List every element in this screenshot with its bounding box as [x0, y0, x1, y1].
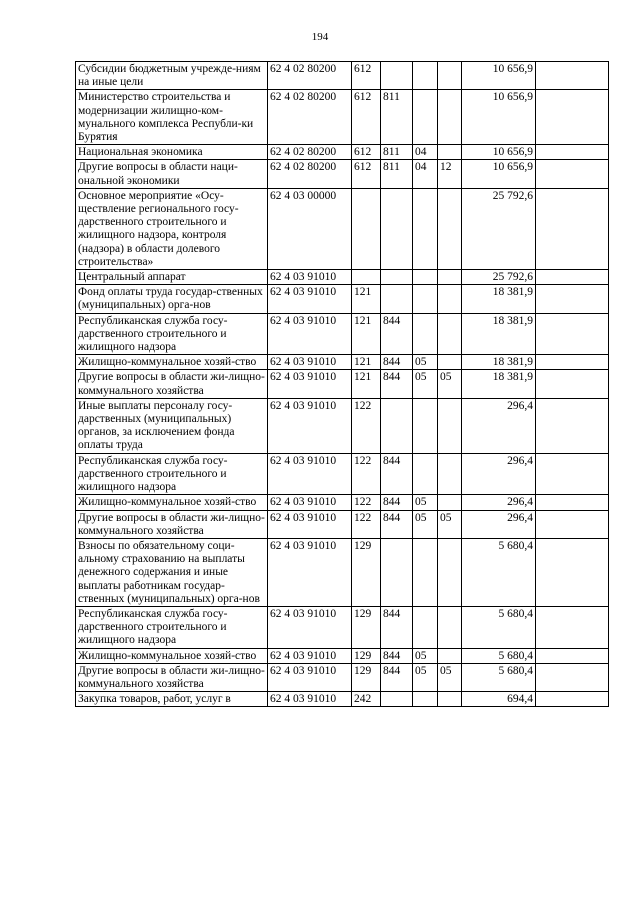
target-article-cell: 62 4 03 91010	[268, 313, 352, 355]
expense-type-cell: 612	[352, 62, 381, 90]
target-article-cell: 62 4 02 80200	[268, 90, 352, 145]
empty-cell	[536, 398, 609, 453]
table-row	[76, 160, 609, 188]
amount-cell: 25 792,6	[462, 270, 536, 285]
expense-name-cell: Субсидии бюджетным учрежде-ниям на иные цели	[76, 62, 268, 90]
table-row	[76, 648, 609, 663]
subsection-code-cell: 05	[438, 663, 462, 691]
amount-cell: 694,4	[462, 692, 536, 707]
section-code-cell	[413, 398, 438, 453]
section-code-cell: 04	[413, 145, 438, 160]
subsection-code-cell	[438, 145, 462, 160]
subsection-code-cell	[438, 606, 462, 648]
target-article-cell: 62 4 03 91010	[268, 453, 352, 495]
table-row	[76, 370, 609, 398]
amount-cell: 10 656,9	[462, 145, 536, 160]
expense-type-cell: 121	[352, 313, 381, 355]
subsection-code-cell	[438, 285, 462, 313]
ministry-code-cell	[381, 538, 413, 606]
expense-type-cell: 129	[352, 606, 381, 648]
table-row	[76, 285, 609, 313]
ministry-code-cell: 811	[381, 160, 413, 188]
subsection-code-cell	[438, 692, 462, 707]
subsection-code-cell: 05	[438, 370, 462, 398]
ministry-code-cell: 844	[381, 606, 413, 648]
empty-cell	[536, 663, 609, 691]
amount-cell: 5 680,4	[462, 663, 536, 691]
target-article-cell: 62 4 03 91010	[268, 692, 352, 707]
expense-name-cell: Республиканская служба госу-дарственного строительного и жилищного надзора	[76, 453, 268, 495]
empty-cell	[536, 90, 609, 145]
target-article-cell: 62 4 02 80200	[268, 62, 352, 90]
expense-name-cell: Центральный аппарат	[76, 270, 268, 285]
section-code-cell	[413, 62, 438, 90]
target-article-cell: 62 4 03 91010	[268, 663, 352, 691]
table-row	[76, 538, 609, 606]
target-article-cell: 62 4 03 91010	[268, 510, 352, 538]
ministry-code-cell: 844	[381, 370, 413, 398]
expense-name-cell: Министерство строительства и модернизации жилищно-ком-мунального комплекса Республи-ки Бурятия	[76, 90, 268, 145]
expense-name-cell: Основное мероприятие «Осу-ществление регионального госу-дарственного строительного и жилищного надзора, контроля (надзора) в области долевого строительства»	[76, 188, 268, 269]
empty-cell	[536, 62, 609, 90]
subsection-code-cell	[438, 62, 462, 90]
expense-type-cell	[352, 270, 381, 285]
section-code-cell	[413, 285, 438, 313]
empty-cell	[536, 692, 609, 707]
ministry-code-cell: 844	[381, 648, 413, 663]
ministry-code-cell: 844	[381, 355, 413, 370]
ministry-code-cell	[381, 270, 413, 285]
amount-cell: 10 656,9	[462, 90, 536, 145]
expense-type-cell: 129	[352, 663, 381, 691]
expense-name-cell: Другие вопросы в области жи-лищно-коммунального хозяйства	[76, 663, 268, 691]
amount-cell: 10 656,9	[462, 160, 536, 188]
expense-name-cell: Другие вопросы в области наци-ональной экономики	[76, 160, 268, 188]
expense-name-cell: Закупка товаров, работ, услуг в	[76, 692, 268, 707]
expense-name-cell: Взносы по обязательному соци-альному страхованию на выплаты денежного содержания и иные выплаты работникам государ-ственных (муниципальных) орга-нов	[76, 538, 268, 606]
ministry-code-cell: 844	[381, 495, 413, 510]
empty-cell	[536, 606, 609, 648]
amount-cell: 18 381,9	[462, 355, 536, 370]
section-code-cell: 05	[413, 370, 438, 398]
ministry-code-cell	[381, 285, 413, 313]
expense-type-cell	[352, 188, 381, 269]
section-code-cell	[413, 606, 438, 648]
subsection-code-cell	[438, 355, 462, 370]
ministry-code-cell: 844	[381, 510, 413, 538]
empty-cell	[536, 160, 609, 188]
expense-name-cell: Иные выплаты персоналу госу-дарственных (муниципальных) органов, за исключением фонда оплаты труда	[76, 398, 268, 453]
amount-cell: 296,4	[462, 510, 536, 538]
amount-cell: 25 792,6	[462, 188, 536, 269]
subsection-code-cell: 12	[438, 160, 462, 188]
ministry-code-cell: 811	[381, 145, 413, 160]
expense-name-cell: Национальная экономика	[76, 145, 268, 160]
subsection-code-cell	[438, 90, 462, 145]
table-row	[76, 398, 609, 453]
section-code-cell: 05	[413, 510, 438, 538]
amount-cell: 296,4	[462, 453, 536, 495]
expense-type-cell: 612	[352, 145, 381, 160]
ministry-code-cell	[381, 188, 413, 269]
empty-cell	[536, 355, 609, 370]
ministry-code-cell: 844	[381, 663, 413, 691]
section-code-cell	[413, 692, 438, 707]
ministry-code-cell	[381, 398, 413, 453]
expense-type-cell: 121	[352, 355, 381, 370]
subsection-code-cell	[438, 188, 462, 269]
amount-cell: 5 680,4	[462, 648, 536, 663]
subsection-code-cell	[438, 313, 462, 355]
budget-table	[75, 61, 609, 707]
section-code-cell	[413, 453, 438, 495]
amount-cell: 18 381,9	[462, 313, 536, 355]
target-article-cell: 62 4 03 91010	[268, 495, 352, 510]
ministry-code-cell	[381, 62, 413, 90]
target-article-cell: 62 4 03 91010	[268, 370, 352, 398]
target-article-cell: 62 4 03 91010	[268, 648, 352, 663]
expense-name-cell: Другие вопросы в области жи-лищно-коммунального хозяйства	[76, 510, 268, 538]
ministry-code-cell: 844	[381, 313, 413, 355]
table-row	[76, 62, 609, 90]
section-code-cell	[413, 270, 438, 285]
table-body	[76, 62, 609, 707]
amount-cell: 296,4	[462, 495, 536, 510]
page-number: 194	[311, 31, 329, 43]
amount-cell: 10 656,9	[462, 62, 536, 90]
subsection-code-cell	[438, 270, 462, 285]
amount-cell: 18 381,9	[462, 285, 536, 313]
empty-cell	[536, 188, 609, 269]
subsection-code-cell	[438, 648, 462, 663]
section-code-cell: 04	[413, 160, 438, 188]
empty-cell	[536, 285, 609, 313]
target-article-cell: 62 4 03 91010	[268, 398, 352, 453]
empty-cell	[536, 313, 609, 355]
table-row	[76, 495, 609, 510]
section-code-cell: 05	[413, 495, 438, 510]
section-code-cell	[413, 90, 438, 145]
subsection-code-cell	[438, 453, 462, 495]
subsection-code-cell	[438, 538, 462, 606]
empty-cell	[536, 270, 609, 285]
expense-name-cell: Жилищно-коммунальное хозяй-ство	[76, 648, 268, 663]
expense-type-cell: 129	[352, 538, 381, 606]
section-code-cell	[413, 313, 438, 355]
expense-name-cell: Жилищно-коммунальное хозяй-ство	[76, 355, 268, 370]
expense-type-cell: 129	[352, 648, 381, 663]
target-article-cell: 62 4 03 91010	[268, 606, 352, 648]
expense-type-cell: 242	[352, 692, 381, 707]
table-row	[76, 355, 609, 370]
section-code-cell	[413, 188, 438, 269]
section-code-cell: 05	[413, 648, 438, 663]
table-row	[76, 453, 609, 495]
target-article-cell: 62 4 03 91010	[268, 538, 352, 606]
ministry-code-cell: 811	[381, 90, 413, 145]
section-code-cell	[413, 538, 438, 606]
target-article-cell: 62 4 03 91010	[268, 285, 352, 313]
target-article-cell: 62 4 02 80200	[268, 145, 352, 160]
target-article-cell: 62 4 03 91010	[268, 355, 352, 370]
expense-type-cell: 121	[352, 285, 381, 313]
amount-cell: 5 680,4	[462, 606, 536, 648]
empty-cell	[536, 370, 609, 398]
empty-cell	[536, 538, 609, 606]
empty-cell	[536, 495, 609, 510]
empty-cell	[536, 145, 609, 160]
expense-name-cell: Республиканская служба госу-дарственного строительного и жилищного надзора	[76, 606, 268, 648]
target-article-cell: 62 4 02 80200	[268, 160, 352, 188]
amount-cell: 5 680,4	[462, 538, 536, 606]
expense-name-cell: Другие вопросы в области жи-лищно-коммунального хозяйства	[76, 370, 268, 398]
expense-type-cell: 612	[352, 160, 381, 188]
table-row	[76, 188, 609, 269]
expense-name-cell: Республиканская служба госу-дарственного строительного и жилищного надзора	[76, 313, 268, 355]
empty-cell	[536, 453, 609, 495]
empty-cell	[536, 510, 609, 538]
subsection-code-cell	[438, 495, 462, 510]
amount-cell: 296,4	[462, 398, 536, 453]
table-row	[76, 692, 609, 707]
table-row	[76, 313, 609, 355]
subsection-code-cell	[438, 398, 462, 453]
amount-cell: 18 381,9	[462, 370, 536, 398]
expense-type-cell: 122	[352, 495, 381, 510]
table-row	[76, 90, 609, 145]
expense-name-cell: Фонд оплаты труда государ-ственных (муниципальных) орга-нов	[76, 285, 268, 313]
table-row	[76, 270, 609, 285]
expense-type-cell: 122	[352, 453, 381, 495]
expense-type-cell: 121	[352, 370, 381, 398]
target-article-cell: 62 4 03 91010	[268, 270, 352, 285]
empty-cell	[536, 648, 609, 663]
ministry-code-cell	[381, 692, 413, 707]
table-row	[76, 663, 609, 691]
ministry-code-cell: 844	[381, 453, 413, 495]
section-code-cell: 05	[413, 663, 438, 691]
expense-type-cell: 122	[352, 398, 381, 453]
table-row	[76, 606, 609, 648]
expense-type-cell: 612	[352, 90, 381, 145]
target-article-cell: 62 4 03 00000	[268, 188, 352, 269]
expense-type-cell: 122	[352, 510, 381, 538]
table-row	[76, 510, 609, 538]
expense-name-cell: Жилищно-коммунальное хозяй-ство	[76, 495, 268, 510]
table-row	[76, 145, 609, 160]
subsection-code-cell: 05	[438, 510, 462, 538]
section-code-cell: 05	[413, 355, 438, 370]
